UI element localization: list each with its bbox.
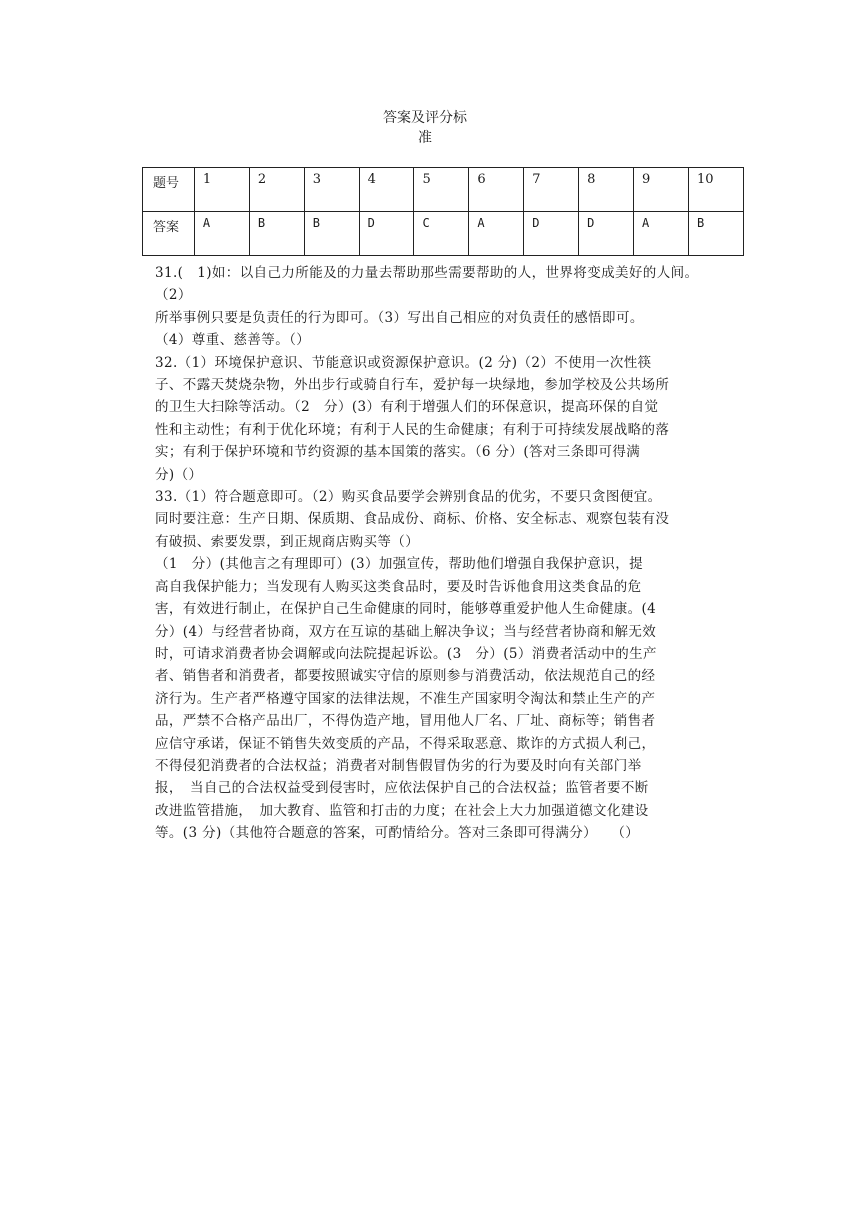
table-row-numbers [143,168,744,212]
question-number-cell: 3 [304,168,359,212]
text-line: 等。(3 分)（其他符合题意的答案，可酌情给分。答对三条即可得满分） （） [155,825,640,842]
text-line: 改进监管措施， 加大教育、监管和打击的力度；在社会上大力加强道德文化建设 [155,802,649,819]
text-line: 分)（） [155,466,203,483]
question-number-cell: 1 [194,168,249,212]
table-row-answers [143,212,744,256]
answer-cell: B [304,212,359,256]
text-line: 实；有利于保护环境和节约资源的基本国策的落实。（6 分）(答对三条即可得满 [155,444,641,461]
text-line: 害，有效进行制止，在保护自己生命健康的同时，能够尊重爱护他人生命健康。(4 [155,601,657,618]
text-line: 高自我保护能力；当发现有人购买这类食品时，要及时告诉他食用这类食品的危 [155,578,642,595]
text-line: 品，严禁不合格产品出厂，不得伪造产地，冒用他人厂名、厂址、商标等；销售者 [155,713,656,730]
question-number-cell: 10 [688,168,743,212]
question-number-cell: 7 [524,168,579,212]
page-title-line-1: 答案及评分标 [383,110,467,126]
text-line: 不得侵犯消费者的合法权益；消费者对制售假冒伪劣的行为要及时向有关部门举 [155,757,642,774]
question-number-cell: 6 [469,168,524,212]
question-number-cell: 2 [249,168,304,212]
text-line: 31.( 1)如：以自己力所能及的力量去帮助那些需要帮助的人，世界将变成美好的人间。 [155,265,699,281]
text-line: 时，可请求消费者协会调解或向法院提起诉讼。(3 分）(5）消费者活动中的生产 [155,645,657,662]
text-line: 者、销售者和消费者，都要按照诚实守信的原则参与消费活动，依法规范自己的经 [155,668,656,685]
text-line: 性和主动性；有利于优化环境；有利于人民的生命健康；有利于可持续发展战略的落 [155,421,670,438]
text-line: 所举事例只要是负责任的行为即可。（3）写出自己相应的对负责任的感悟即可。 [155,309,644,326]
text-line: 同时要注意：生产日期、保质期、食品成份、商标、价格、安全标志、观察包装有没 [155,511,670,528]
text-line: 报， 当自己的合法权益受到侵害时，应依法保护自己的合法权益；监管者要不断 [155,780,649,797]
page-title-line-2: 准 [418,130,432,146]
page-title [360,108,490,148]
answer-cell: D [579,212,634,256]
question-number-cell: 8 [579,168,634,212]
text-line: 有破损、索要发票，到正规商店购买等（） [155,533,420,550]
answer-table [142,167,744,256]
answer-cell: B [688,212,743,256]
text-line: 应信守承诺，保证不销售失效变质的产品，不得采取恶意、欺诈的方式损人利己， [155,735,656,752]
text-line: （2） [155,287,192,304]
row-header-answer: 答案 [143,212,195,256]
answer-explanations [155,262,755,845]
question-number-cell: 4 [359,168,414,212]
text-line: 分）(4）与经营者协商，双方在互谅的基础上解决争议；当与经营者协商和解无效 [155,623,657,640]
answer-cell: A [469,212,524,256]
question-number-cell: 5 [414,168,469,212]
answer-cell: A [194,212,249,256]
answer-cell: B [249,212,304,256]
text-line: 子、不露天焚烧杂物，外出步行或骑自行车，爱护每一块绿地，参加学校及公共场所 [155,377,670,394]
text-line: 的卫生大扫除等活动。（2 分）(3）有利于增强人们的环保意识，提高环保的自觉 [155,399,659,416]
question-number-cell: 9 [634,168,689,212]
text-line: （4）尊重、慈善等。（） [155,332,311,349]
answer-cell: C [414,212,469,256]
answer-cell: D [524,212,579,256]
answer-cell: A [634,212,689,256]
answer-cell: D [359,212,414,256]
row-header-number: 题号 [143,168,195,212]
text-line: （1 分）(其他言之有理即可）(3）加强宣传，帮助他们增强自我保护意识，提 [155,556,644,573]
text-line: 济行为。生产者严格遵守国家的法律法规，不准生产国家明令淘汰和禁止生产的产 [155,690,656,707]
text-line: 32.（1）环境保护意识、节能意识或资源保护意识。(2 分)（2）不使用一次性筷 [155,354,652,371]
text-line: 33.（1）符合题意即可。（2）购买食品要学会辨别食品的优劣，不要只贪图便宜。 [155,489,662,506]
